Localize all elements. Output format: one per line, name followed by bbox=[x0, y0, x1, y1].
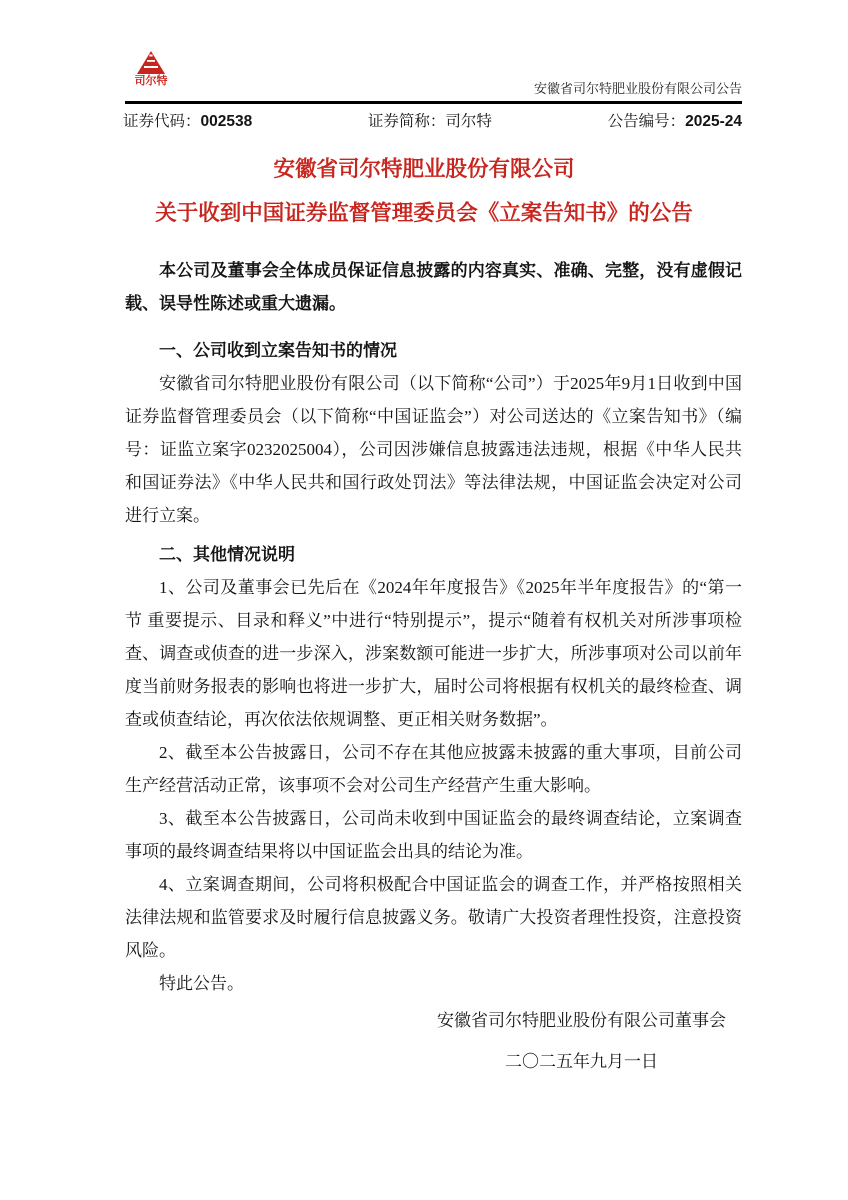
section2-heading: 二、其他情况说明 bbox=[159, 545, 295, 564]
stock-code-label: 证券代码： bbox=[123, 113, 201, 130]
company-logo bbox=[128, 50, 174, 87]
securities-meta-row bbox=[123, 104, 742, 132]
logo-text: 司尔特 bbox=[134, 75, 168, 87]
stock-name bbox=[368, 112, 492, 132]
signature-date: 二〇二五年九月一日 bbox=[505, 1052, 658, 1071]
announcement-number-value: 2025-24 bbox=[685, 113, 742, 130]
section2-paragraph-4: 4、立案调查期间，公司将积极配合中国证监会的调查工作，并严格按照相关法律法规和监管要求及时履行信息披露义务。敬请广大投资者理性投资，注意投资风险。 bbox=[125, 875, 742, 960]
stock-name-label: 证券简称： bbox=[367, 113, 446, 130]
signature-block bbox=[437, 1004, 726, 1078]
stock-code bbox=[123, 112, 252, 132]
sierte-triangle-logo-icon bbox=[136, 50, 166, 75]
section2-paragraph-1: 1、公司及董事会已先后在《2024年年度报告》《2025年半年度报告》的“第一节 重要提示、目录和释义”中进行“特别提示”，提示“随着有权机关对所涉事项检查、调查或侦查的进一步深入，涉案数额可能进一步扩大，所涉事项对公司以前年度当前财务报表的影响也将进一步扩大，届时公司将根据有权机关的最终检查、调查或侦查结论，再次依法依规调整、更正相关财务数据”。 bbox=[125, 578, 742, 729]
section2-paragraph-3: 3、截至本公告披露日，公司尚未收到中国证监会的最终调查结论，立案调查事项的最终调查结果将以中国证监会出具的结论为准。 bbox=[125, 809, 742, 861]
section2-paragraph-2: 2、截至本公告披露日，公司不存在其他应披露未披露的重大事项，目前公司生产经营活动正常，该事项不会对公司生产经营产生重大影响。 bbox=[125, 743, 742, 795]
signature-company: 安徽省司尔特肥业股份有限公司董事会 bbox=[437, 1011, 726, 1030]
document-title-line2: 关于收到中国证券监督管理委员会《立案告知书》的公告 bbox=[155, 201, 693, 225]
section1-heading: 一、公司收到立案告知书的情况 bbox=[159, 341, 397, 360]
closing-line: 特此公告。 bbox=[159, 974, 244, 993]
stock-code-value: 002538 bbox=[200, 113, 253, 130]
stock-name-value: 司尔特 bbox=[445, 113, 492, 130]
announcement-number bbox=[608, 112, 742, 132]
announcement-number-label: 公告编号： bbox=[607, 113, 686, 130]
section1-paragraph-1: 安徽省司尔特肥业股份有限公司（以下简称“公司”）于2025年9月1日收到中国证券监督管理委员会（以下简称“中国证监会”）对公司送达的《立案告知书》（编号：证监立案字0232025004），公司因涉嫌信息披露违法违规，根据《中华人民共和国证券法》《中华人民共和国行政处罚法》等法律法规，中国证监会决定对公司进行立案。 bbox=[125, 374, 742, 525]
document-title-line1: 安徽省司尔特肥业股份有限公司 bbox=[273, 157, 575, 181]
board-statement-paragraph: 本公司及董事会全体成员保证信息披露的内容真实、准确、完整，没有虚假记载、误导性陈述或重大遗漏。 bbox=[125, 261, 742, 313]
document-body bbox=[125, 254, 742, 1078]
document-header bbox=[125, 0, 742, 104]
header-company-note: 安徽省司尔特肥业股份有限公司公告 bbox=[533, 81, 742, 96]
